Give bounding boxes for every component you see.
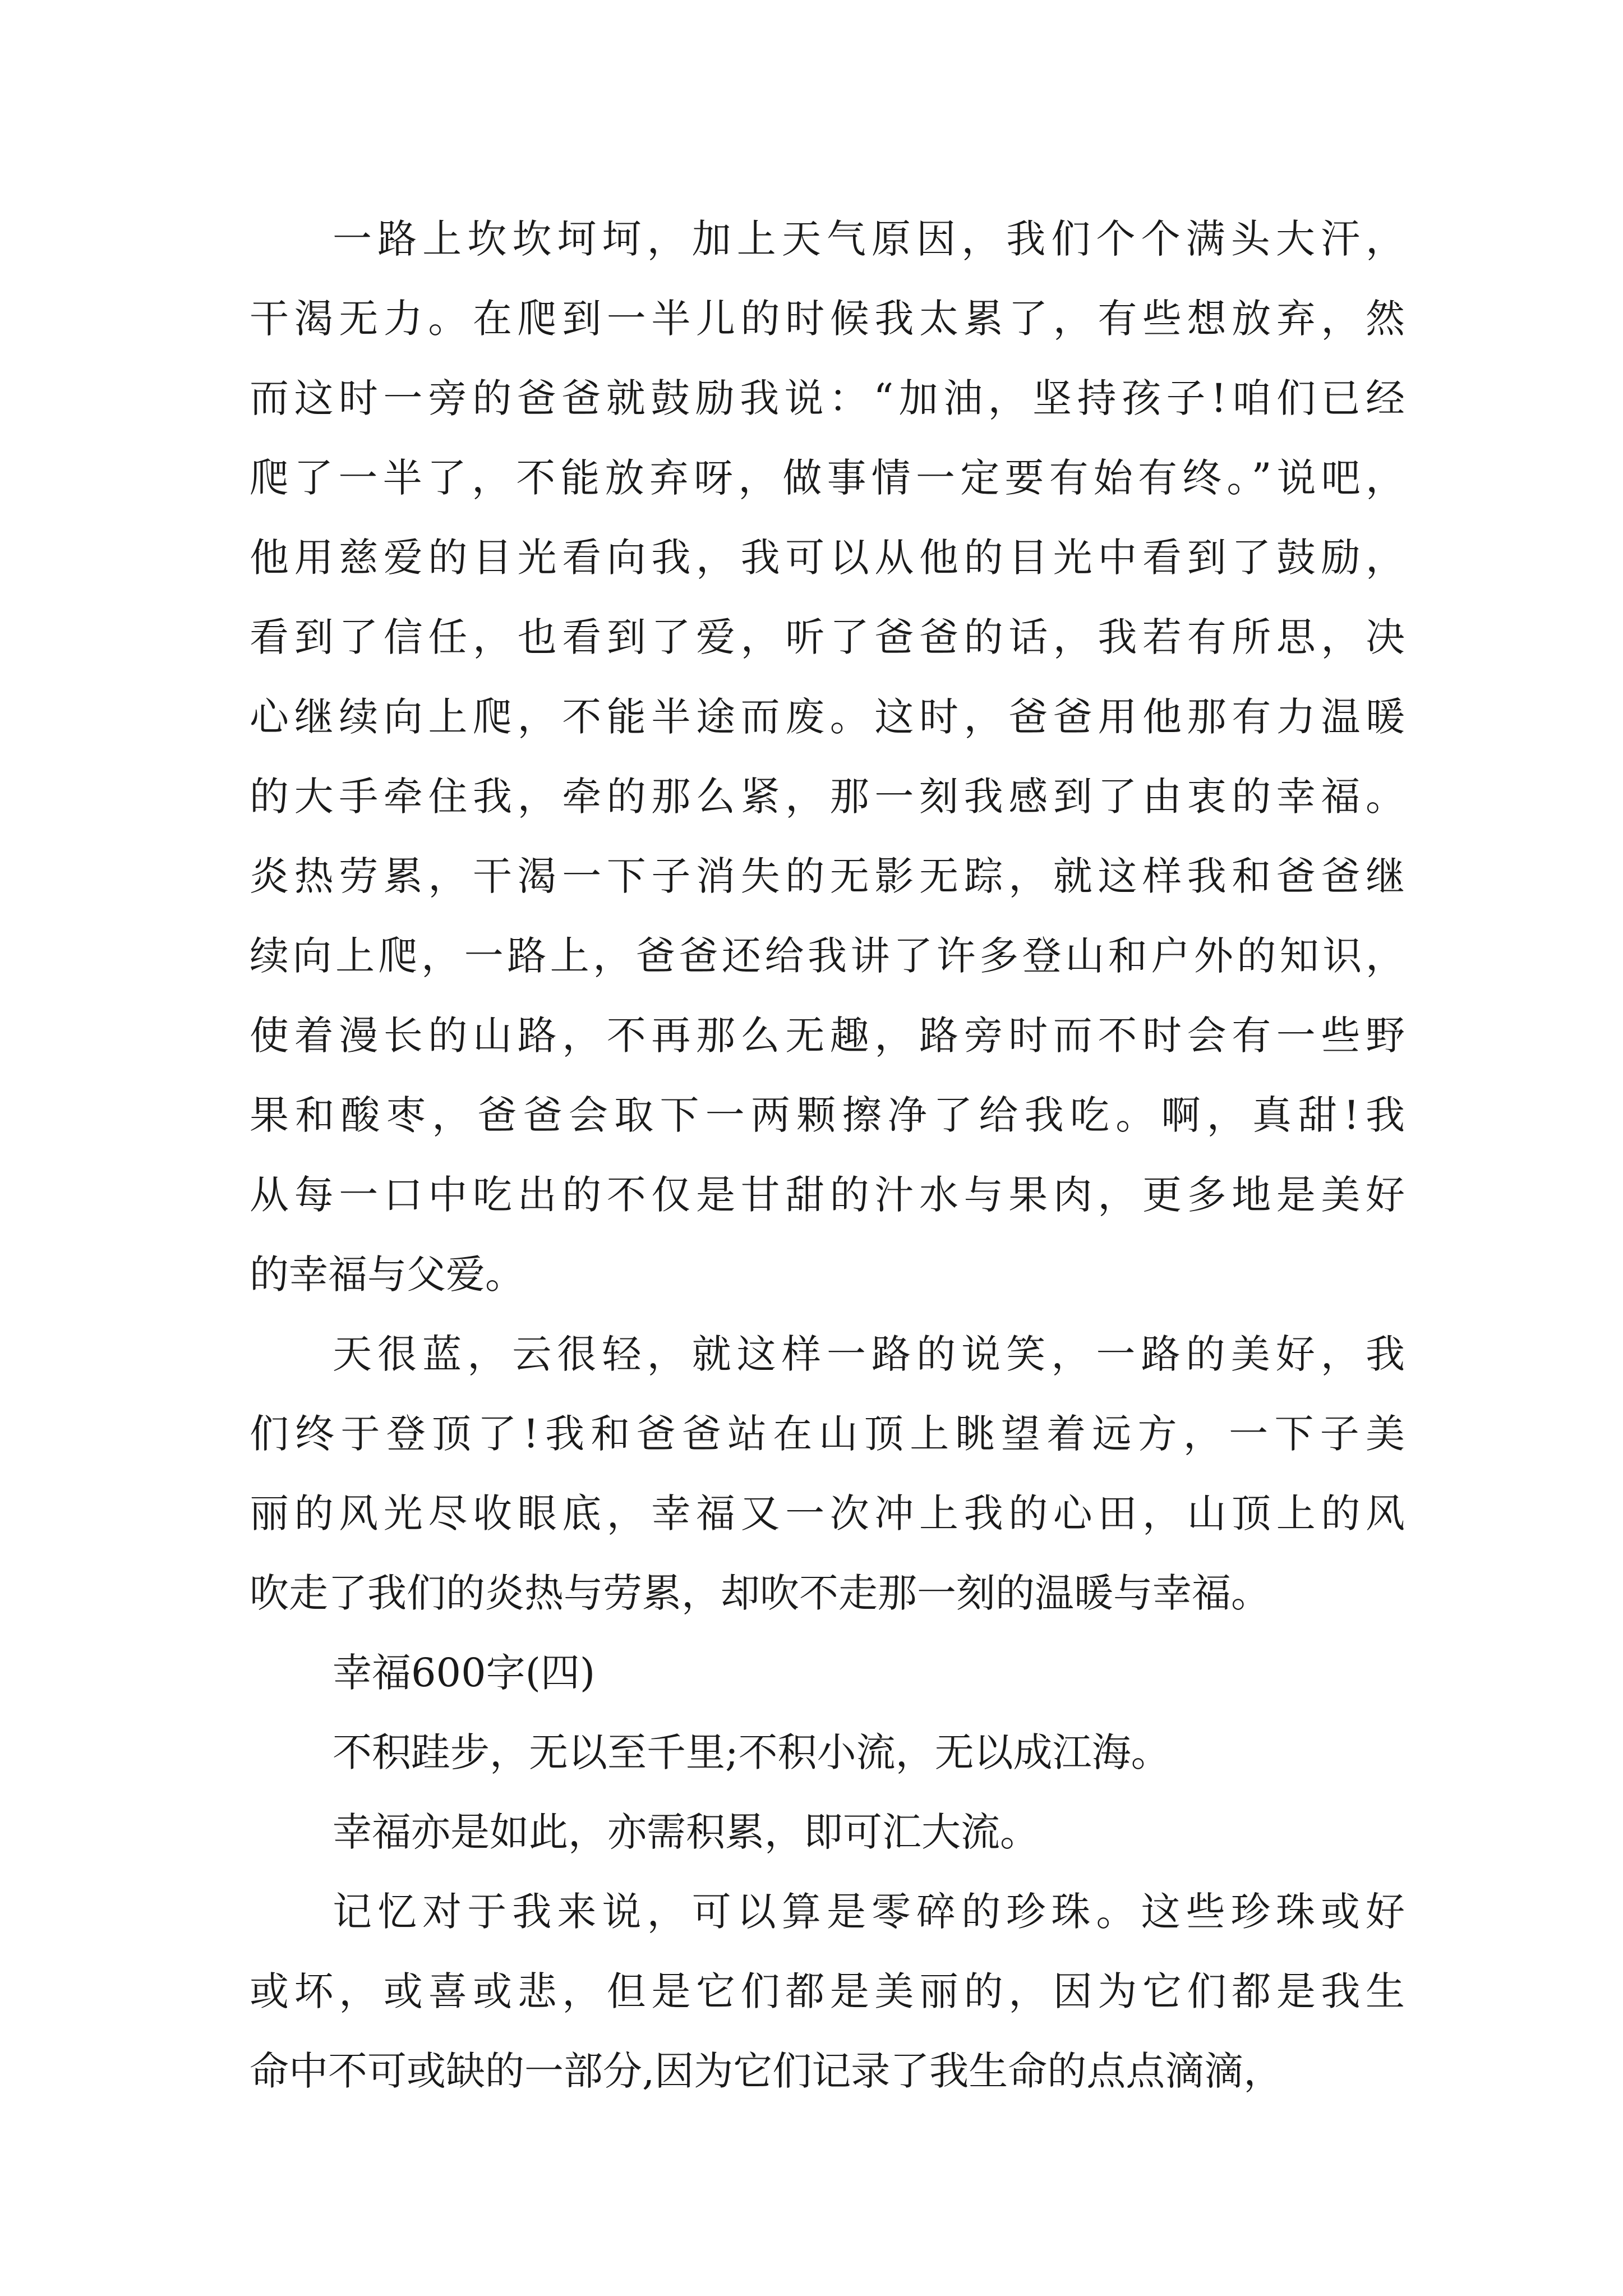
paragraph	[250, 1872, 1405, 2111]
text-line: 续向上爬，一路上，爸爸还给我讲了许多登山和户外的知识，	[250, 933, 1405, 979]
text-line: 命中不可或缺的一部分,因为它们记录了我生命的点点滴滴，	[250, 2048, 1283, 2094]
text-line: 心继续向上爬，不能半途而废。这时，爸爸用他那有力温暖	[250, 694, 1405, 740]
document-body	[250, 199, 1405, 2111]
text-line: 炎热劳累，干渴一下子消失的无影无踪，就这样我和爸爸继	[250, 853, 1405, 899]
text-line: 而这时一旁的爸爸就鼓励我说：“加油，坚持孩子!咱们已经	[250, 375, 1405, 421]
text-line: 使着漫长的山路，不再那么无趣，路旁时而不时会有一些野	[250, 1013, 1405, 1059]
paragraph	[250, 1713, 1405, 1792]
text-line: 从每一口中吃出的不仅是甘甜的汁水与果肉，更多地是美好	[250, 1172, 1405, 1218]
text-line: 他用慈爱的目光看向我，我可以从他的目光中看到了鼓励，	[250, 535, 1405, 581]
text-line: 一路上坎坎坷坷，加上天气原因，我们个个满头大汗，	[333, 216, 1405, 262]
paragraph	[250, 1314, 1405, 1633]
text-line: 的幸福与父爱。	[250, 1251, 524, 1297]
paragraph	[250, 1792, 1405, 1872]
text-line: 幸福亦是如此，亦需积累，即可汇大流。	[333, 1809, 1039, 1855]
text-line: 或坏，或喜或悲，但是它们都是美丽的，因为它们都是我生	[250, 1968, 1405, 2014]
text-line: 爬了一半了，不能放弃呀，做事情一定要有始有终。”说吧，	[250, 455, 1405, 501]
text-line: 幸福600字(四)	[333, 1650, 596, 1696]
text-line: 干渴无力。在爬到一半儿的时候我太累了，有些想放弃，然	[250, 296, 1405, 342]
text-line: 不积跬步，无以至千里;不积小流，无以成江海。	[333, 1729, 1170, 1775]
text-line: 丽的风光尽收眼底，幸福又一次冲上我的心田，山顶上的风	[250, 1490, 1405, 1536]
text-line: 们终于登顶了!我和爸爸站在山顶上眺望着远方，一下子美	[250, 1411, 1405, 1457]
paragraph	[250, 199, 1405, 1314]
text-line: 天很蓝，云很轻，就这样一路的说笑，一路的美好，我	[333, 1331, 1405, 1377]
text-line: 果和酸枣，爸爸会取下一两颗擦净了给我吃。啊，真甜!我	[250, 1092, 1405, 1138]
text-line: 记忆对于我来说，可以算是零碎的珍珠。这些珍珠或好	[333, 1889, 1405, 1935]
text-line: 看到了信任，也看到了爱，听了爸爸的话，我若有所思，决	[250, 614, 1405, 660]
text-line: 的大手牵住我，牵的那么紧，那一刻我感到了由衷的幸福。	[250, 774, 1405, 820]
paragraph	[250, 1633, 1405, 1713]
text-line: 吹走了我们的炎热与劳累，却吹不走那一刻的温暖与幸福。	[250, 1570, 1270, 1616]
